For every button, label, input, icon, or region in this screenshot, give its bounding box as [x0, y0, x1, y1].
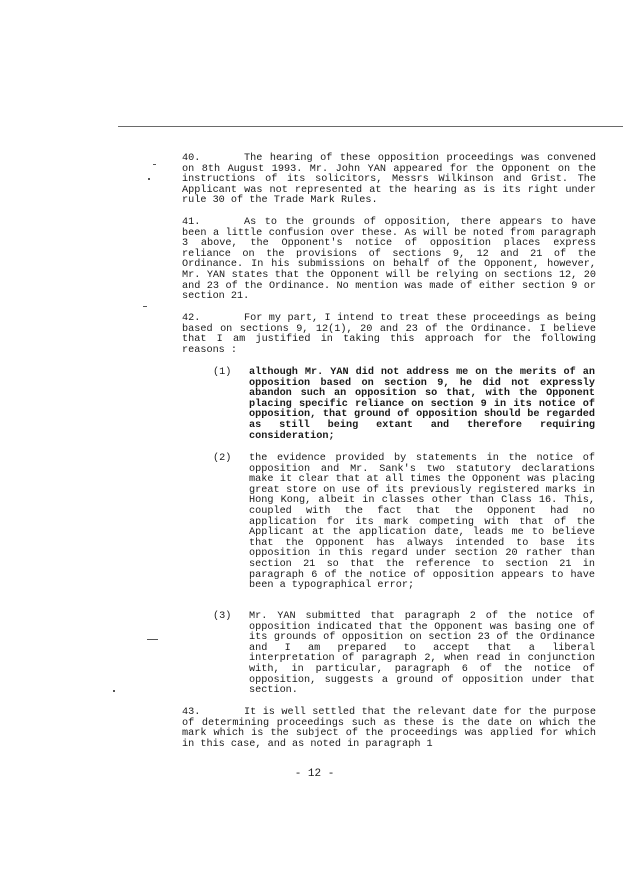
reason-item-1	[213, 368, 595, 448]
paragraph-43	[182, 708, 596, 750]
paragraph-41	[182, 218, 596, 303]
paragraph-number: 43.	[182, 707, 201, 718]
scan-mark	[153, 164, 156, 165]
paragraph-text: For my part, I intend to treat these proceedings as being based on sections 9, 12(1), 20 and 23 of the Ordinance. I believe that I am justified in taking this approach for the following reasons :	[182, 313, 596, 356]
reason-marker: (1)	[213, 367, 232, 378]
paragraph-text: It is well settled that the relevant date for the purpose of determining proceedings such as these is the date on which the mark which is the subject of the proceedings was applied for which in this case, and as noted in paragraph 1	[182, 707, 596, 750]
page-number: - 12 -	[294, 768, 335, 780]
reason-marker: (3)	[213, 611, 232, 622]
scan-mark	[147, 639, 158, 640]
paragraph-text: The hearing of these opposition proceedings was convened on 8th August 1993. Mr. John YAN appeared for the Opponent on the instructions of its solicitors, Messrs Wilkinson and Grist. The Applicant was not represented at the hearing as is its right under rule 30 of the Trade Mark Rules.	[182, 153, 596, 207]
paragraph-40	[182, 154, 596, 207]
paragraph-number: 41.	[182, 217, 201, 228]
paragraph-42	[182, 314, 596, 356]
reason-text: Mr. YAN submitted that paragraph 2 of the notice of opposition indicated that the Opponent was basing one of its grounds of opposition on section 23 of the Ordinance and I am prepared to accept that a liberal interpretation of paragraph 2, when read in conjunction with, in particular, paragraph 6 of the notice of opposition, suggests a ground of opposition under that section.	[249, 611, 595, 697]
scan-mark	[113, 690, 115, 692]
scan-mark	[143, 306, 147, 307]
paragraph-text: As to the grounds of opposition, there appears to have been a little confusion over these. As will be noted from paragraph 3 above, the Opponent's notice of opposition places express reliance on the provisions of sections 9, 12 and 21 of the Ordinance. In his submissions on behalf of the Opponent, however, Mr. YAN states that the Opponent will be relying on sections 12, 20 and 23 of the Ordinance. No mention was made of either section 9 or section 21.	[182, 217, 596, 303]
reason-item-3	[213, 612, 595, 702]
paragraph-number: 42.	[182, 313, 201, 324]
header-rule	[118, 126, 623, 127]
reason-item-2	[213, 454, 595, 604]
scan-mark	[148, 178, 150, 180]
reason-marker: (2)	[213, 453, 232, 464]
reason-text: although Mr. YAN did not address me on the merits of an opposition based on section 9, he did not expressly abandon such an opposition so that, with the Opponent placing specific reliance on section 9 in its notice of opposition, that ground of opposition should be regarded as still being extant and therefore requiring consideration;	[249, 367, 595, 442]
paragraph-number: 40.	[182, 153, 201, 164]
reason-text: the evidence provided by statements in the notice of opposition and Mr. Sank's two statutory declarations make it clear that at all times the Opponent was placing great store on use of its previously registered marks in Hong Kong, albeit in classes other than Class 16. This, coupled with the fact that the Opponent had no application for its mark competing with that of the Applicant at the application date, leads me to believe that the Opponent has always intended to base its opposition in this regard under section 20 rather than section 21 so that the reference to section 21 in paragraph 6 of the notice of opposition appears to have been a typographical error;	[249, 453, 595, 592]
